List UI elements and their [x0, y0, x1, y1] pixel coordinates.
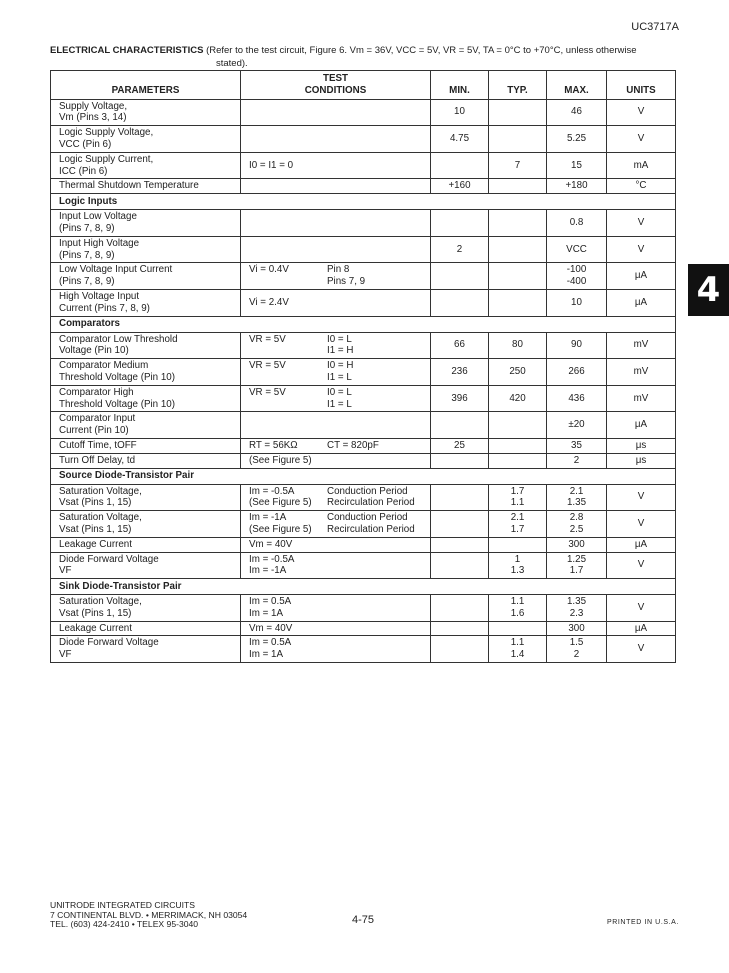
max-cell: 300: [547, 621, 607, 636]
param-name: Comparator High: [59, 386, 134, 398]
condition-cell: Vm = 40V: [241, 537, 431, 552]
condition-line: [249, 276, 426, 288]
param-sub: (Pins 7, 8, 9): [59, 222, 115, 234]
unit-cell: μA: [607, 537, 676, 552]
unit-cell: mV: [607, 332, 676, 359]
condition-b: Conduction Period: [327, 485, 408, 497]
typ-value: 1.1: [510, 497, 525, 509]
condition-cell: [241, 332, 431, 359]
heading-note: (Refer to the test circuit, Figure 6. Vm = 36V, VCC = 5V, VR = 5V, TA = 0°C to +70°C, unless otherwise: [206, 45, 637, 56]
param-cell: Cutoff Time, tOFF: [51, 438, 241, 453]
condition-line: [249, 512, 426, 524]
typ-cell: [489, 263, 547, 290]
typ-cell: 250: [489, 359, 547, 386]
condition-cell: [241, 359, 431, 386]
typ-cell: [489, 552, 547, 579]
condition-b: Recirculation Period: [327, 497, 415, 509]
typ-value: 1.6: [510, 607, 525, 619]
condition-a: (See Figure 5): [249, 523, 312, 535]
unit-cell: μA: [607, 263, 676, 290]
param-cell: [51, 263, 241, 290]
param-sub: Current (Pins 7, 8, 9): [59, 302, 150, 314]
max-value: -100: [566, 264, 587, 276]
condition-b: I0 = L: [327, 333, 352, 345]
typ-value: 1.4: [510, 649, 525, 661]
condition-cell: Vm = 40V: [241, 621, 431, 636]
condition-cell: [241, 385, 431, 412]
section-row: [51, 316, 676, 332]
param-cell: Leakage Current: [51, 537, 241, 552]
footer-company: UNITRODE INTEGRATED CIRCUITS: [50, 900, 195, 910]
max-cell: 300: [547, 537, 607, 552]
unit-cell: μA: [607, 621, 676, 636]
table-row: [51, 99, 676, 126]
param-name: Input High Voltage: [59, 237, 140, 249]
min-cell: [431, 453, 489, 468]
param-name: Logic Supply Current,: [59, 153, 154, 165]
section-comparators: Comparators: [51, 316, 676, 332]
table-row: [51, 537, 676, 552]
max-cell: [547, 636, 607, 663]
table-row: [51, 385, 676, 412]
table-row: [51, 152, 676, 179]
unit-cell: μs: [607, 453, 676, 468]
param-sub: ICC (Pin 6): [59, 165, 108, 177]
condition-a: Im = -1A: [249, 512, 287, 524]
param-cell: [51, 126, 241, 153]
condition-b: Recirculation Period: [327, 523, 415, 535]
section-source-pair: Source Diode-Transistor Pair: [51, 468, 676, 484]
min-cell: 236: [431, 359, 489, 386]
condition-a: (See Figure 5): [249, 497, 312, 509]
condition-line: [249, 387, 426, 399]
param-name: Comparator Medium: [59, 360, 149, 372]
max-cell: 15: [547, 152, 607, 179]
param-sub: (Pins 7, 8, 9): [59, 276, 115, 288]
condition-line: [249, 372, 426, 384]
param-cell: [51, 332, 241, 359]
condition-a: [249, 399, 327, 411]
condition-a: [249, 276, 327, 288]
electrical-characteristics-table: [50, 70, 676, 663]
condition-a: Im = 0.5A: [249, 596, 292, 608]
unit-cell: V: [607, 99, 676, 126]
typ-cell: [489, 236, 547, 263]
max-cell: [547, 511, 607, 538]
table-row: [51, 210, 676, 237]
condition-a: VR = 5V: [249, 386, 286, 398]
max-cell: 5.25: [547, 126, 607, 153]
param-sub: Vsat (Pins 1, 15): [59, 607, 132, 619]
footer-street: 7 CONTINENTAL BLVD. • MERRIMACK, NH 03054: [50, 909, 248, 920]
typ-cell: 7: [489, 152, 547, 179]
typ-value: 1.3: [510, 565, 525, 577]
min-cell: 66: [431, 332, 489, 359]
unit-cell: V: [607, 210, 676, 237]
unit-cell: mV: [607, 359, 676, 386]
unit-cell: V: [607, 484, 676, 511]
param-sub: VF: [59, 565, 72, 577]
param-sub: Vsat (Pins 1, 15): [59, 497, 132, 509]
param-name: Saturation Voltage,: [59, 512, 142, 524]
max-cell: [547, 263, 607, 290]
min-cell: 4.75: [431, 126, 489, 153]
max-cell: 35: [547, 438, 607, 453]
param-cell: [51, 210, 241, 237]
param-sub: Current (Pin 10): [59, 425, 129, 437]
table-row: [51, 236, 676, 263]
max-cell: +180: [547, 179, 607, 194]
condition-cell: [241, 126, 431, 153]
typ-cell: [489, 438, 547, 453]
condition-line: [249, 264, 426, 276]
table-row: [51, 359, 676, 386]
max-value: 2.8: [569, 512, 584, 524]
param-cell: Thermal Shutdown Temperature: [51, 179, 241, 194]
unit-cell: V: [607, 126, 676, 153]
param-cell: [51, 236, 241, 263]
min-cell: 396: [431, 385, 489, 412]
unit-cell: V: [607, 595, 676, 622]
typ-cell: [489, 484, 547, 511]
max-cell: VCC: [547, 236, 607, 263]
table-row: [51, 621, 676, 636]
printed-note: PRINTED IN U.S.A.: [606, 919, 679, 926]
typ-value: 1.7: [510, 485, 525, 497]
param-name: High Voltage Input: [59, 290, 140, 302]
condition-cell: (See Figure 5): [241, 453, 431, 468]
condition-line: [249, 360, 426, 372]
typ-value: 1.7: [510, 523, 525, 535]
param-name: Comparator Low Threshold: [59, 333, 178, 345]
max-cell: ±20: [547, 412, 607, 439]
max-cell: 46: [547, 99, 607, 126]
min-cell: [431, 537, 489, 552]
unit-cell: V: [607, 511, 676, 538]
typ-cell: [489, 126, 547, 153]
condition-a: Im = -0.5A: [249, 485, 295, 497]
condition-cell: I0 = I1 = 0: [241, 152, 431, 179]
max-cell: 2: [547, 453, 607, 468]
max-value: 1.35: [566, 596, 587, 608]
max-cell: 436: [547, 385, 607, 412]
param-cell: [51, 359, 241, 386]
condition-cell: [241, 210, 431, 237]
table-row: [51, 289, 676, 316]
unit-cell: mA: [607, 152, 676, 179]
condition-cell: [241, 99, 431, 126]
max-value: 1.7: [569, 565, 584, 577]
condition-a: Im = 1A: [249, 649, 284, 661]
param-name: Supply Voltage,: [59, 100, 128, 112]
condition-cell: Vi = 2.4V: [241, 289, 431, 316]
unit-cell: °C: [607, 179, 676, 194]
condition-line: [249, 334, 426, 346]
max-value: 1.35: [566, 497, 587, 509]
condition-b: Conduction Period: [327, 512, 408, 524]
max-cell: [547, 552, 607, 579]
unit-cell: μs: [607, 438, 676, 453]
min-cell: [431, 484, 489, 511]
condition-cell: [241, 484, 431, 511]
max-value: 1.5: [569, 637, 584, 649]
typ-cell: [489, 289, 547, 316]
condition-b: I0 = L: [327, 386, 352, 398]
condition-a: Im = 1A: [249, 607, 284, 619]
max-cell: 10: [547, 289, 607, 316]
min-cell: [431, 552, 489, 579]
header-typ: TYP.: [489, 71, 547, 100]
table-row: [51, 636, 676, 663]
param-sub: Threshold Voltage (Pin 10): [59, 371, 175, 383]
max-cell: 0.8: [547, 210, 607, 237]
table-row: [51, 412, 676, 439]
chapter-tab: 4: [688, 264, 729, 316]
header-units: UNITS: [607, 71, 676, 100]
condition-b: Pins 7, 9: [327, 276, 366, 288]
param-sub: Threshold Voltage (Pin 10): [59, 398, 175, 410]
param-sub: VCC (Pin 6): [59, 138, 112, 150]
header-row: [51, 71, 676, 100]
table-row: [51, 438, 676, 453]
param-name: Diode Forward Voltage: [59, 637, 159, 649]
param-name: Low Voltage Input Current: [59, 264, 173, 276]
param-cell: [51, 99, 241, 126]
max-value: 2: [573, 649, 580, 661]
header-max: MAX.: [547, 71, 607, 100]
min-cell: [431, 511, 489, 538]
header-min: MIN.: [431, 71, 489, 100]
condition-cell: [241, 236, 431, 263]
condition-b: I1 = L: [327, 371, 352, 383]
condition-cell: [241, 438, 431, 453]
header-conditions: CONDITIONS: [304, 84, 367, 96]
section-logic-inputs: Logic Inputs: [51, 194, 676, 210]
typ-cell: [489, 511, 547, 538]
page-number: 4-75: [352, 914, 375, 926]
condition-b: Pin 8: [327, 264, 350, 276]
condition-line: [249, 497, 426, 509]
table-row: [51, 453, 676, 468]
unit-cell: μA: [607, 412, 676, 439]
typ-cell: [489, 537, 547, 552]
min-cell: 10: [431, 99, 489, 126]
condition-cell: [241, 511, 431, 538]
typ-cell: [489, 412, 547, 439]
section-row: [51, 579, 676, 595]
condition-cell: [241, 595, 431, 622]
table-row: [51, 263, 676, 290]
condition-a: [249, 372, 327, 384]
max-value: 2.1: [569, 485, 584, 497]
min-cell: [431, 152, 489, 179]
param-name: Saturation Voltage,: [59, 596, 142, 608]
param-cell: [51, 412, 241, 439]
param-cell: Leakage Current: [51, 621, 241, 636]
header-test-conditions: [241, 71, 431, 100]
condition-line: [249, 486, 426, 498]
typ-cell: [489, 99, 547, 126]
condition-cell: [241, 412, 431, 439]
min-cell: [431, 263, 489, 290]
condition-b: I1 = H: [327, 345, 354, 357]
condition-a: Im = 0.5A: [249, 637, 292, 649]
max-value: 1.25: [566, 553, 587, 565]
param-sub: VF: [59, 649, 72, 661]
unit-cell: V: [607, 636, 676, 663]
min-cell: 2: [431, 236, 489, 263]
table-heading: [50, 44, 680, 70]
param-cell: [51, 385, 241, 412]
footer-phone: TEL. (603) 424-2410 • TELEX 95-3040: [50, 919, 199, 929]
condition-cell: [241, 263, 431, 290]
min-cell: 25: [431, 438, 489, 453]
param-name: Saturation Voltage,: [59, 485, 142, 497]
condition-cell: [241, 179, 431, 194]
heading-note-cont: stated).: [216, 58, 248, 69]
typ-value: 1: [514, 553, 521, 565]
max-value: 2.5: [569, 523, 584, 535]
min-cell: [431, 595, 489, 622]
typ-value: 2.1: [510, 512, 525, 524]
typ-cell: 420: [489, 385, 547, 412]
unit-cell: V: [607, 236, 676, 263]
condition-a: Im = -0.5A: [249, 553, 295, 565]
table-row: [51, 179, 676, 194]
min-cell: [431, 412, 489, 439]
param-cell: [51, 552, 241, 579]
param-name: Diode Forward Voltage: [59, 553, 159, 565]
condition-line: [249, 345, 426, 357]
typ-value: 1.1: [510, 637, 525, 649]
section-row: [51, 194, 676, 210]
table-row: [51, 126, 676, 153]
condition-line: [249, 440, 426, 452]
param-cell: [51, 484, 241, 511]
min-cell: [431, 210, 489, 237]
param-cell: [51, 152, 241, 179]
condition-a: Vi = 0.4V: [249, 264, 289, 276]
table-row: [51, 332, 676, 359]
condition-b: CT = 820pF: [327, 439, 379, 451]
condition-cell: [241, 552, 431, 579]
param-name: Logic Supply Voltage,: [59, 127, 154, 139]
min-cell: [431, 636, 489, 663]
param-cell: [51, 636, 241, 663]
condition-a: [249, 345, 327, 357]
max-cell: 90: [547, 332, 607, 359]
min-cell: [431, 621, 489, 636]
typ-cell: [489, 453, 547, 468]
table-row: [51, 595, 676, 622]
typ-cell: [489, 179, 547, 194]
condition-line: [249, 524, 426, 536]
param-cell: [51, 511, 241, 538]
section-row: [51, 468, 676, 484]
min-cell: [431, 289, 489, 316]
typ-value: 1.1: [510, 596, 525, 608]
max-value: 2.3: [569, 607, 584, 619]
header-test: TEST: [322, 73, 349, 84]
part-number: UC3717A: [631, 21, 679, 33]
typ-cell: [489, 210, 547, 237]
param-name: Input Low Voltage: [59, 211, 137, 223]
condition-a: Im = -1A: [249, 565, 287, 577]
condition-cell: [241, 636, 431, 663]
condition-a: RT = 56KΩ: [249, 439, 298, 451]
condition-line: [249, 399, 426, 411]
header-parameters: PARAMETERS: [51, 71, 241, 100]
typ-cell: [489, 621, 547, 636]
condition-b: I0 = H: [327, 360, 354, 372]
section-sink-pair: Sink Diode-Transistor Pair: [51, 579, 676, 595]
condition-a: VR = 5V: [249, 333, 286, 345]
table-row: [51, 484, 676, 511]
max-cell: [547, 595, 607, 622]
min-cell: +160: [431, 179, 489, 194]
param-cell: [51, 289, 241, 316]
param-cell: Turn Off Delay, td: [51, 453, 241, 468]
condition-b: I1 = L: [327, 398, 352, 410]
typ-cell: [489, 595, 547, 622]
footer-address: [50, 901, 247, 930]
max-cell: [547, 484, 607, 511]
max-value: -400: [566, 276, 587, 288]
table-row: [51, 552, 676, 579]
param-sub: (Pins 7, 8, 9): [59, 249, 115, 261]
max-cell: 266: [547, 359, 607, 386]
param-sub: Vsat (Pins 1, 15): [59, 523, 132, 535]
condition-a: VR = 5V: [249, 360, 286, 372]
param-sub: Voltage (Pin 10): [59, 345, 129, 357]
table-row: [51, 511, 676, 538]
unit-cell: V: [607, 552, 676, 579]
param-name: Comparator Input: [59, 413, 136, 425]
unit-cell: μA: [607, 289, 676, 316]
unit-cell: mV: [607, 385, 676, 412]
typ-cell: 80: [489, 332, 547, 359]
param-sub: Vm (Pins 3, 14): [59, 112, 127, 124]
heading-title: ELECTRICAL CHARACTERISTICS: [50, 45, 204, 56]
typ-cell: [489, 636, 547, 663]
param-cell: [51, 595, 241, 622]
